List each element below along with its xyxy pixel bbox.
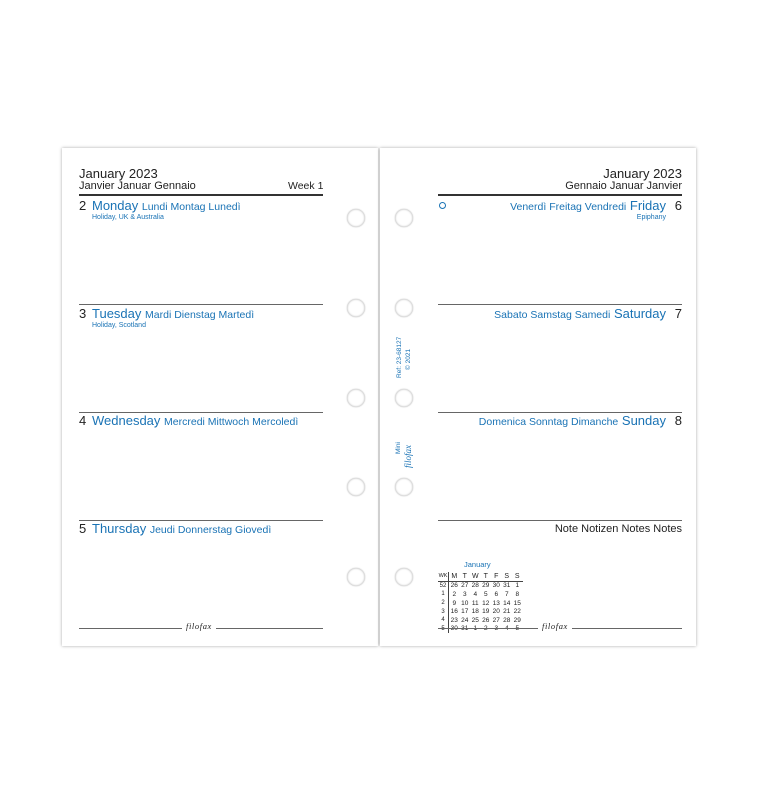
day-name: Thursday Jeudi Donnerstag Giovedì [92, 521, 272, 536]
day-divider [438, 304, 682, 305]
header-rule [438, 194, 682, 196]
mini-week-number: 4 [438, 616, 449, 625]
mini-date-cell: 29 [482, 582, 490, 590]
mini-date-cell: 27 [461, 582, 469, 590]
mini-date-cell: 3 [462, 590, 467, 598]
filofax-logo: filofax [538, 621, 572, 631]
reference-code: Ref: 23-68127 [396, 336, 403, 378]
day-number: 5 [79, 521, 87, 536]
mini-header-cell: M [449, 572, 460, 581]
punch-hole [347, 389, 365, 407]
month-translations: Janvier Januar Gennaio [79, 180, 196, 192]
day-name: Monday Lundi Montag Lunedì [92, 198, 241, 213]
mini-week-number: 3 [438, 607, 449, 616]
mini-date-cell: 1 [515, 582, 520, 590]
mini-date-cell: 26 [482, 616, 490, 624]
holiday-note: Holiday, Scotland [92, 322, 146, 329]
mini-calendar-row [438, 590, 523, 599]
filofax-logo: filofax [182, 621, 216, 631]
day-number: 8 [674, 413, 682, 428]
mini-date-cell: 10 [461, 599, 469, 607]
right-diary-page [380, 148, 696, 646]
mini-date-cell: 11 [471, 599, 479, 607]
day-name: Sabato Samstag Samedi Saturday [494, 306, 666, 321]
day-number: 3 [79, 306, 87, 321]
day-name: Wednesday Mercredi Mittwoch Mercoledì [92, 413, 299, 428]
mini-date-cell: 13 [492, 599, 500, 607]
month-translations: Gennaio Januar Janvier [565, 180, 682, 192]
mini-calendar-row [438, 581, 523, 590]
month-title: January 2023 [79, 166, 158, 181]
mini-header-cell: W [471, 572, 479, 580]
mini-date-cell: 30 [492, 582, 500, 590]
mini-date-cell: 24 [461, 616, 469, 624]
mini-date-cell: 6 [494, 590, 499, 598]
punch-hole [347, 478, 365, 496]
mini-week-number: 52 [438, 581, 449, 590]
day-name: Domenica Sonntag Dimanche Sunday [478, 413, 666, 428]
mini-week-number: 2 [438, 599, 449, 608]
holiday-note: Holiday, UK & Australia [92, 214, 164, 221]
mini-header-cell: T [460, 572, 471, 581]
mini-header-cell: S [502, 572, 513, 581]
marker-circle-icon [439, 202, 446, 209]
mini-date-cell: 27 [492, 616, 500, 624]
punch-hole [395, 299, 413, 317]
mini-date-cell: 23 [450, 616, 458, 624]
mini-date-cell: 7 [504, 590, 509, 598]
mini-date-cell: 9 [452, 599, 457, 607]
holiday-note: Epiphany [636, 214, 666, 221]
mini-date-cell: 21 [503, 608, 511, 616]
mini-date-cell: 15 [513, 599, 521, 607]
header-rule [79, 194, 323, 196]
mini-header-cell: S [512, 572, 523, 581]
day-number: 6 [674, 198, 682, 213]
copyright-text: © 2021 [405, 348, 412, 370]
mini-header-cell: T [481, 572, 492, 581]
punch-hole [347, 209, 365, 227]
size-label: Mini [395, 442, 402, 454]
mini-date-cell: 19 [482, 608, 490, 616]
mini-date-cell: 22 [513, 608, 521, 616]
mini-date-cell: 28 [503, 616, 511, 624]
mini-date-cell: 31 [503, 582, 511, 590]
left-diary-page [62, 148, 378, 646]
mini-date-cell: 17 [461, 608, 469, 616]
mini-date-cell: 29 [513, 616, 521, 624]
mini-calendar [438, 572, 523, 633]
day-name: Tuesday Mardi Dienstag Martedì [92, 306, 255, 321]
mini-date-cell: 2 [452, 590, 457, 598]
punch-hole [347, 299, 365, 317]
week-number: Week 1 [288, 180, 324, 192]
filofax-logo: filofax [403, 445, 413, 468]
mini-date-cell: 25 [471, 616, 479, 624]
punch-hole [395, 568, 413, 586]
mini-calendar-row [438, 616, 523, 625]
mini-date-cell: 16 [450, 608, 458, 616]
day-divider [79, 304, 323, 305]
mini-date-cell: 14 [503, 599, 511, 607]
day-name: Venerdì Freitag Vendredi Friday [510, 198, 666, 213]
mini-date-cell: 12 [482, 599, 490, 607]
mini-calendar-title: January [464, 560, 491, 569]
punch-hole [395, 389, 413, 407]
mini-calendar-row [438, 607, 523, 616]
day-number: 4 [79, 413, 87, 428]
day-number: 7 [674, 306, 682, 321]
month-title: January 2023 [603, 166, 682, 181]
mini-header-cell: WK [438, 573, 448, 580]
mini-date-cell: 4 [473, 590, 478, 598]
mini-calendar-row [438, 599, 523, 608]
punch-hole [347, 568, 365, 586]
mini-date-cell: 5 [483, 590, 488, 598]
punch-hole [395, 478, 413, 496]
mini-week-number: 1 [438, 590, 449, 599]
mini-date-cell: 20 [492, 608, 500, 616]
mini-date-cell: 26 [450, 582, 458, 590]
mini-date-cell: 8 [515, 590, 520, 598]
mini-header-cell: F [491, 572, 502, 581]
day-divider [438, 520, 682, 521]
day-number: 2 [79, 198, 87, 213]
notes-heading: Note Notizen Notes Notes [554, 523, 682, 535]
mini-date-cell: 18 [471, 608, 479, 616]
mini-date-cell: 28 [471, 582, 479, 590]
punch-hole [395, 209, 413, 227]
